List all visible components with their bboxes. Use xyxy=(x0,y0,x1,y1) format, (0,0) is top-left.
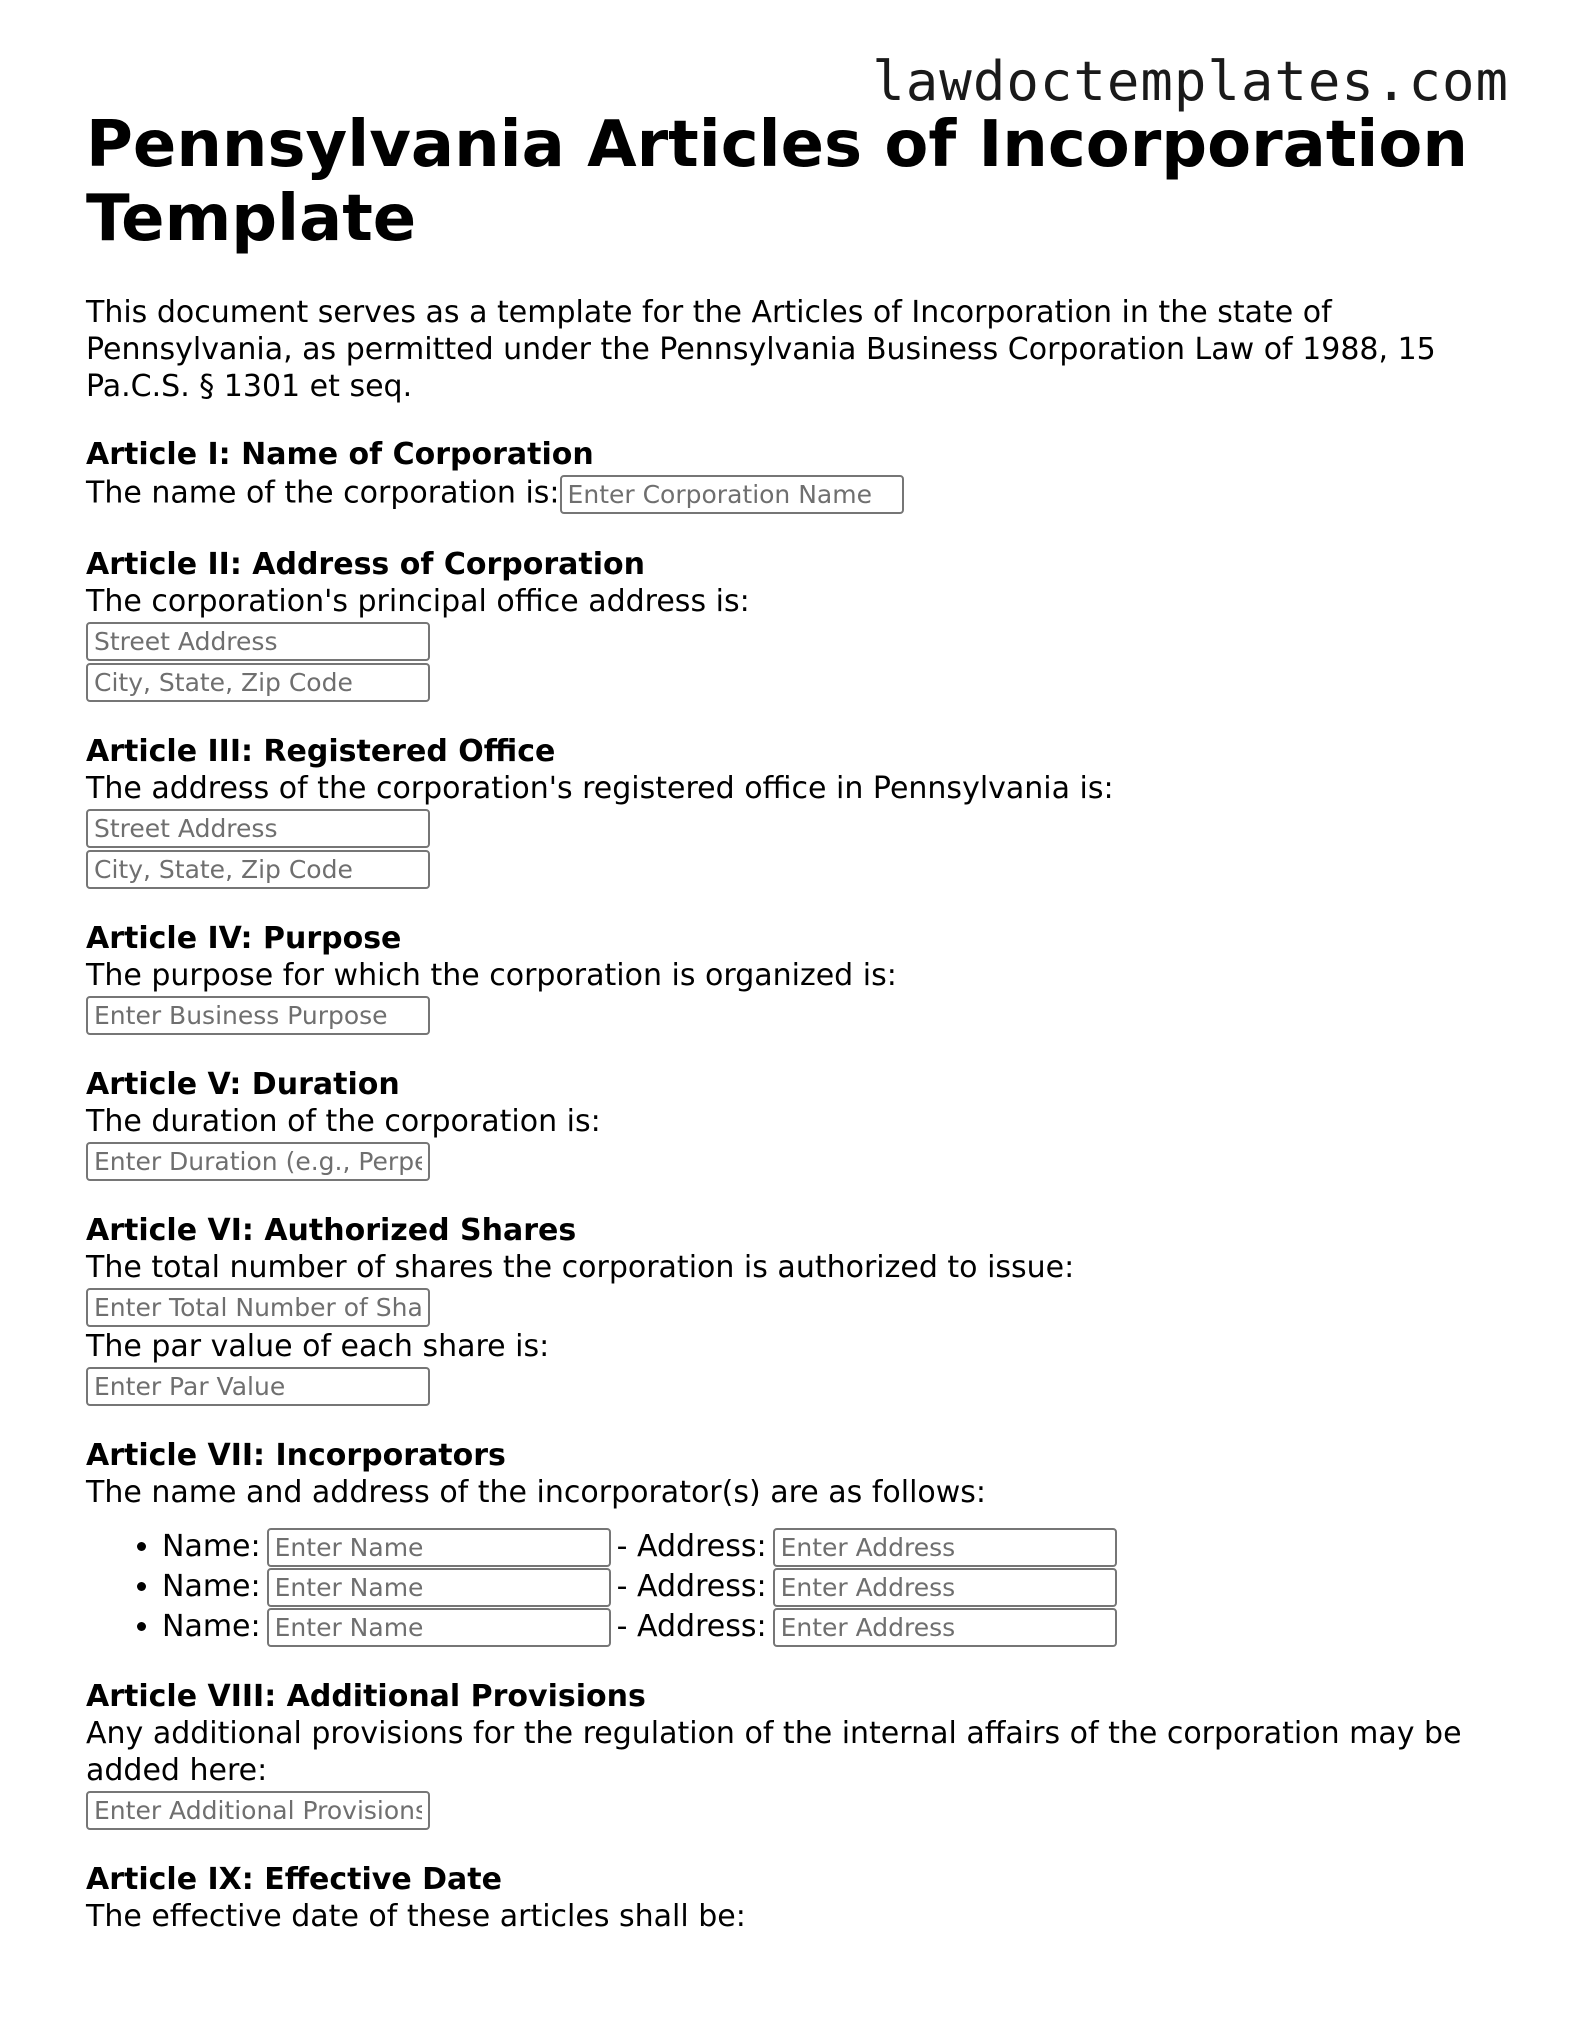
list-item xyxy=(162,1567,1506,1607)
incorporator-address-input[interactable] xyxy=(773,1568,1117,1607)
incorporator-address-input[interactable] xyxy=(773,1528,1117,1567)
principal-street-input[interactable] xyxy=(86,622,430,661)
article-5-heading: Article V: Duration xyxy=(86,1067,400,1102)
article-9-heading: Article IX: Effective Date xyxy=(86,1862,502,1897)
par-value-text: The par value of each share is: xyxy=(86,1329,550,1364)
total-shares-input[interactable] xyxy=(86,1288,430,1327)
incorporator-name-label: Name: xyxy=(162,1529,261,1564)
corporation-name-input[interactable] xyxy=(560,475,904,514)
article-4-heading: Article IV: Purpose xyxy=(86,921,402,956)
article-3-section xyxy=(86,733,1506,889)
list-item xyxy=(162,1607,1506,1647)
document-body xyxy=(86,108,1506,1935)
incorporator-list xyxy=(86,1527,1506,1647)
article-2-text: The corporation's principal office address is: xyxy=(86,584,750,619)
article-2-section xyxy=(86,546,1506,702)
incorporator-name-label: Name: xyxy=(162,1569,261,1604)
article-1-line xyxy=(86,473,1506,515)
article-6-heading: Article VI: Authorized Shares xyxy=(86,1213,577,1248)
registered-city-input[interactable] xyxy=(86,850,430,889)
incorporator-name-input[interactable] xyxy=(267,1528,611,1567)
article-9-section xyxy=(86,1861,1506,1935)
additional-provisions-input[interactable] xyxy=(86,1791,430,1830)
article-8-heading: Article VIII: Additional Provisions xyxy=(86,1679,646,1714)
incorporator-address-label: - Address: xyxy=(616,1569,767,1604)
incorporator-name-input[interactable] xyxy=(267,1608,611,1647)
incorporator-address-label: - Address: xyxy=(616,1609,767,1644)
incorporator-address-input[interactable] xyxy=(773,1608,1117,1647)
list-item xyxy=(162,1527,1506,1567)
article-2-heading: Article II: Address of Corporation xyxy=(86,547,645,582)
article-7-text: The name and address of the incorporator(s) are as follows: xyxy=(86,1475,987,1510)
incorporator-name-label: Name: xyxy=(162,1609,261,1644)
page-title: Pennsylvania Articles of Incorporation Template xyxy=(86,108,1468,256)
article-4-text: The purpose for which the corporation is organized is: xyxy=(86,958,897,993)
article-3-text: The address of the corporation's registered office in Pennsylvania is: xyxy=(86,771,1114,806)
article-1-heading: Article I: Name of Corporation xyxy=(86,437,594,472)
duration-input[interactable] xyxy=(86,1142,430,1181)
incorporator-name-input[interactable] xyxy=(267,1568,611,1607)
article-5-section xyxy=(86,1066,1506,1181)
site-watermark: lawdoctemplates.com xyxy=(872,50,1509,113)
article-3-heading: Article III: Registered Office xyxy=(86,734,556,769)
principal-city-input[interactable] xyxy=(86,663,430,702)
par-value-input[interactable] xyxy=(86,1367,430,1406)
registered-street-input[interactable] xyxy=(86,809,430,848)
article-6-text: The total number of shares the corporation is authorized to issue: xyxy=(86,1250,1075,1285)
article-6-section xyxy=(86,1212,1506,1406)
article-8-text: Any additional provisions for the regulation of the internal affairs of the corporation may be added here: xyxy=(86,1716,1462,1788)
article-7-section xyxy=(86,1437,1506,1647)
article-1-section xyxy=(86,436,1506,515)
article-5-text: The duration of the corporation is: xyxy=(86,1104,601,1139)
article-1-text: The name of the corporation is: xyxy=(86,475,560,511)
intro-paragraph: This document serves as a template for the Articles of Incorporation in the state of Pennsylvania, as permitted under the Pennsylvania Business Corporation Law of 1988, 15 Pa.C.S. § 1301 et seq. xyxy=(86,295,1436,404)
article-9-text: The effective date of these articles shall be: xyxy=(86,1899,746,1934)
article-8-section xyxy=(86,1678,1506,1830)
incorporator-address-label: - Address: xyxy=(616,1529,767,1564)
business-purpose-input[interactable] xyxy=(86,996,430,1035)
article-7-heading: Article VII: Incorporators xyxy=(86,1438,506,1473)
article-4-section xyxy=(86,920,1506,1035)
